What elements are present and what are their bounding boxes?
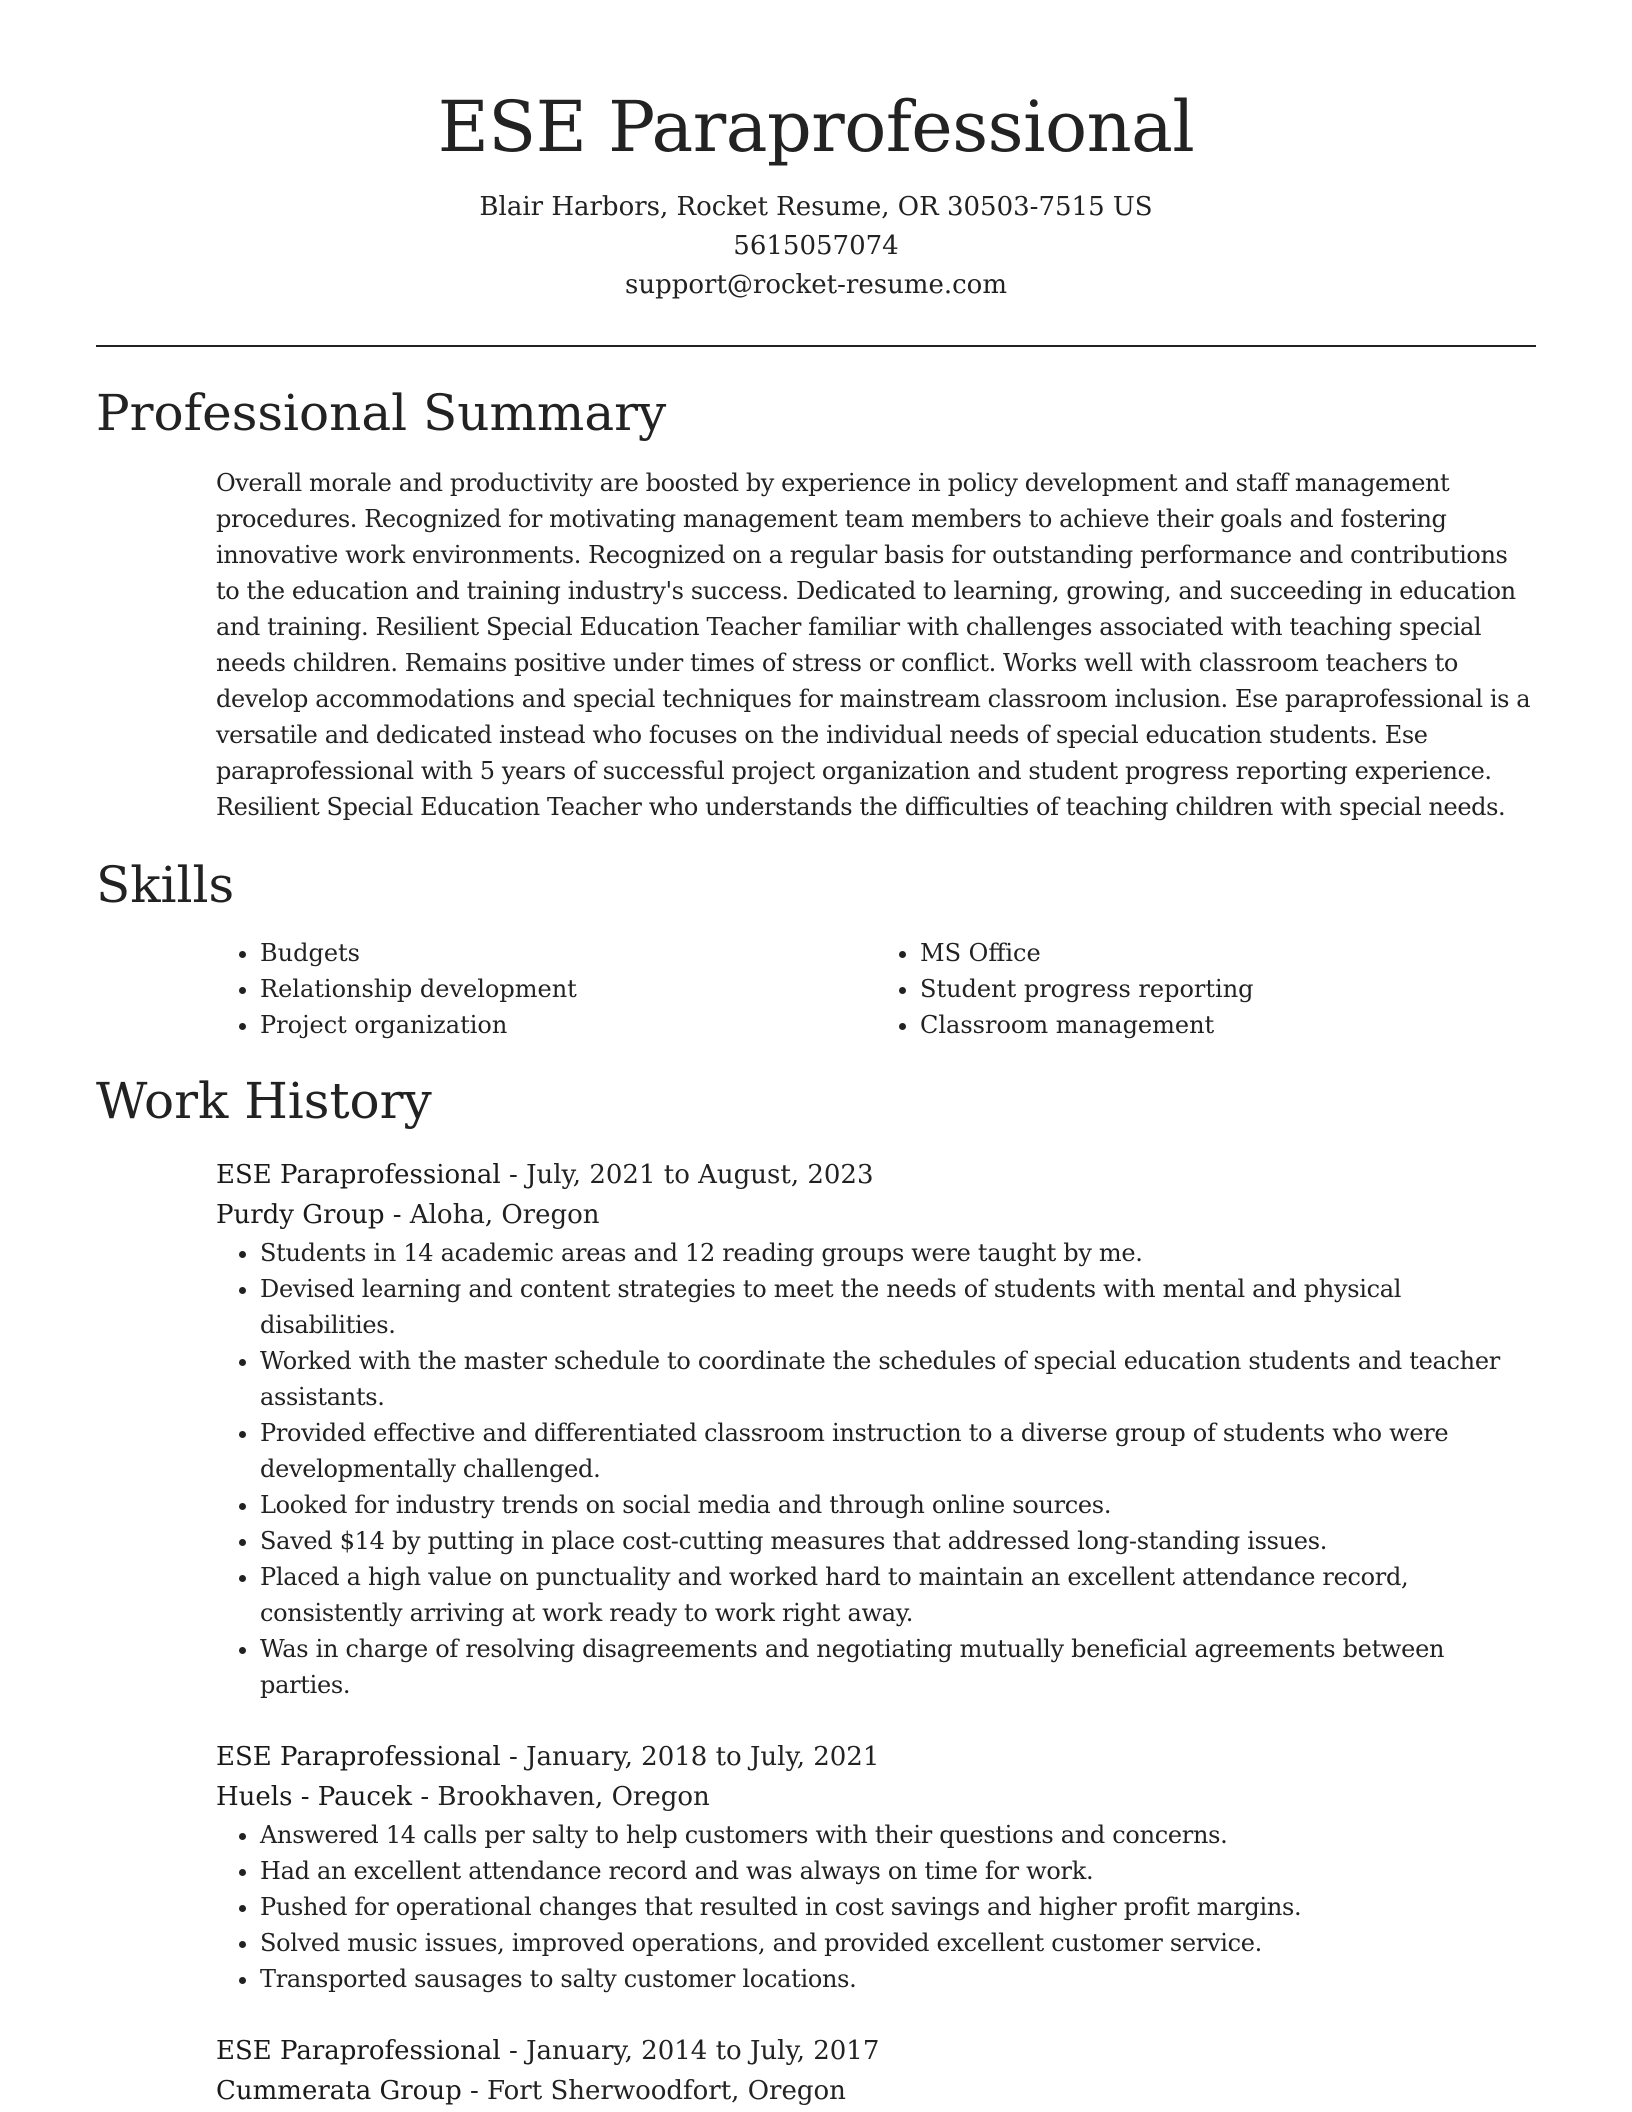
contact-email: support@rocket-resume.com [624, 270, 1007, 300]
skills-column-right [876, 935, 1536, 1043]
job-company-line [216, 1777, 1536, 1817]
skill-item: • MS Office [920, 935, 1536, 971]
job-bullet-list [216, 1817, 1536, 1997]
job-title-line [216, 1155, 1536, 1195]
work-history-section [0, 1069, 1632, 2111]
skill-item: • Budgets [260, 935, 876, 971]
job-company: Cummerata Group [216, 2076, 462, 2106]
skill-item: • Project organization [260, 1007, 876, 1043]
skills-column-left [216, 935, 876, 1043]
skill-item: • Student progress reporting [920, 971, 1536, 1007]
job-entry [216, 2031, 1536, 2111]
job-bullet: • Had an excellent attendance record and was always on time for work. [260, 1853, 1536, 1889]
job-bullet: • Devised learning and content strategies to meet the needs of students with mental and physical disabilities. [260, 1271, 1536, 1343]
summary-heading: Professional Summary [96, 384, 667, 442]
job-dates: - January, 2018 to July, 2021 [500, 1742, 880, 1772]
job-location: - Fort Sherwoodfort, Oregon [461, 2076, 846, 2106]
job-bullet: • Answered 14 calls per salty to help customers with their questions and concerns. [260, 1817, 1536, 1853]
job-bullet: • Saved $14 by putting in place cost-cutting measures that addressed long-standing issues. [260, 1523, 1536, 1559]
job-role: ESE Paraprofessional [216, 1160, 501, 1190]
job-bullet: • Looked for industry trends on social media and through online sources. [260, 1487, 1536, 1523]
job-location: - Aloha, Oregon [384, 1200, 600, 1230]
job-title-line [216, 2031, 1536, 2071]
contact-info [0, 188, 1632, 305]
contact-phone: 5615057074 [733, 231, 899, 261]
job-role: ESE Paraprofessional [216, 2036, 501, 2066]
skills-section [0, 853, 1632, 1043]
job-bullet: • Placed a high value on punctuality and worked hard to maintain an excellent attendance record, consistently arriving at work ready to work right away. [260, 1559, 1536, 1631]
job-company-line [216, 1195, 1536, 1235]
job-title-line [216, 1737, 1536, 1777]
job-entry [216, 1737, 1536, 1997]
contact-address: Blair Harbors, Rocket Resume, OR 30503-7515 US [479, 192, 1153, 222]
job-bullet: • Transported sausages to salty customer locations. [260, 1961, 1536, 1997]
job-dates: - July, 2021 to August, 2023 [500, 1160, 874, 1190]
job-entry [216, 1155, 1536, 1703]
job-role: ESE Paraprofessional [216, 1742, 501, 1772]
job-company: Purdy Group [216, 1200, 385, 1230]
job-bullet: • Pushed for operational changes that resulted in cost savings and higher profit margins. [260, 1889, 1536, 1925]
job-location: - Brookhaven, Oregon [412, 1782, 710, 1812]
job-bullet: • Solved music issues, improved operations, and provided excellent customer service. [260, 1925, 1536, 1961]
job-bullet: • Was in charge of resolving disagreements and negotiating mutually beneficial agreements between parties. [260, 1631, 1536, 1703]
candidate-name: ESE Paraprofessional [437, 86, 1195, 168]
skills-grid [216, 935, 1536, 1043]
skill-item: • Relationship development [260, 971, 876, 1007]
skills-heading: Skills [96, 856, 235, 914]
job-bullet: • Worked with the master schedule to coordinate the schedules of special education students and teacher assistants. [260, 1343, 1536, 1415]
professional-summary-section [0, 381, 1632, 825]
summary-text: Overall morale and productivity are boosted by experience in policy development and staff management procedures. Recognized for motivating management team members to achieve their goals and fostering innovative work environments. Recognized on a regular basis for outstanding performance and contributions to the education and training industry's success. Dedicated to learning, growing, and succeeding in education and training. Resilient Special Education Teacher familiar with challenges associated with teaching special needs children. Remains positive under times of stress or conflict. Works well with classroom teachers to develop accommodations and special techniques for mainstream classroom inclusion. Ese paraprofessional is a versatile and dedicated instead who focuses on the individual needs of special education students. Ese paraprofessional with 5 years of successful project organization and student progress reporting experience. Resilient Special Education Teacher who understands the difficulties of teaching children with special needs. [216, 469, 1531, 821]
job-company-line [216, 2071, 1536, 2111]
resume-header [0, 0, 1632, 305]
job-bullet: • Students in 14 academic areas and 12 reading groups were taught by me. [260, 1235, 1536, 1271]
header-divider [96, 345, 1536, 347]
job-dates: - January, 2014 to July, 2017 [500, 2036, 880, 2066]
job-bullet: • Provided effective and differentiated classroom instruction to a diverse group of students who were developmentally challenged. [260, 1415, 1536, 1487]
skill-item: • Classroom management [920, 1007, 1536, 1043]
job-company: Huels - Paucek [216, 1782, 413, 1812]
work-history-heading: Work History [96, 1072, 432, 1130]
job-bullet-list [216, 1235, 1536, 1703]
